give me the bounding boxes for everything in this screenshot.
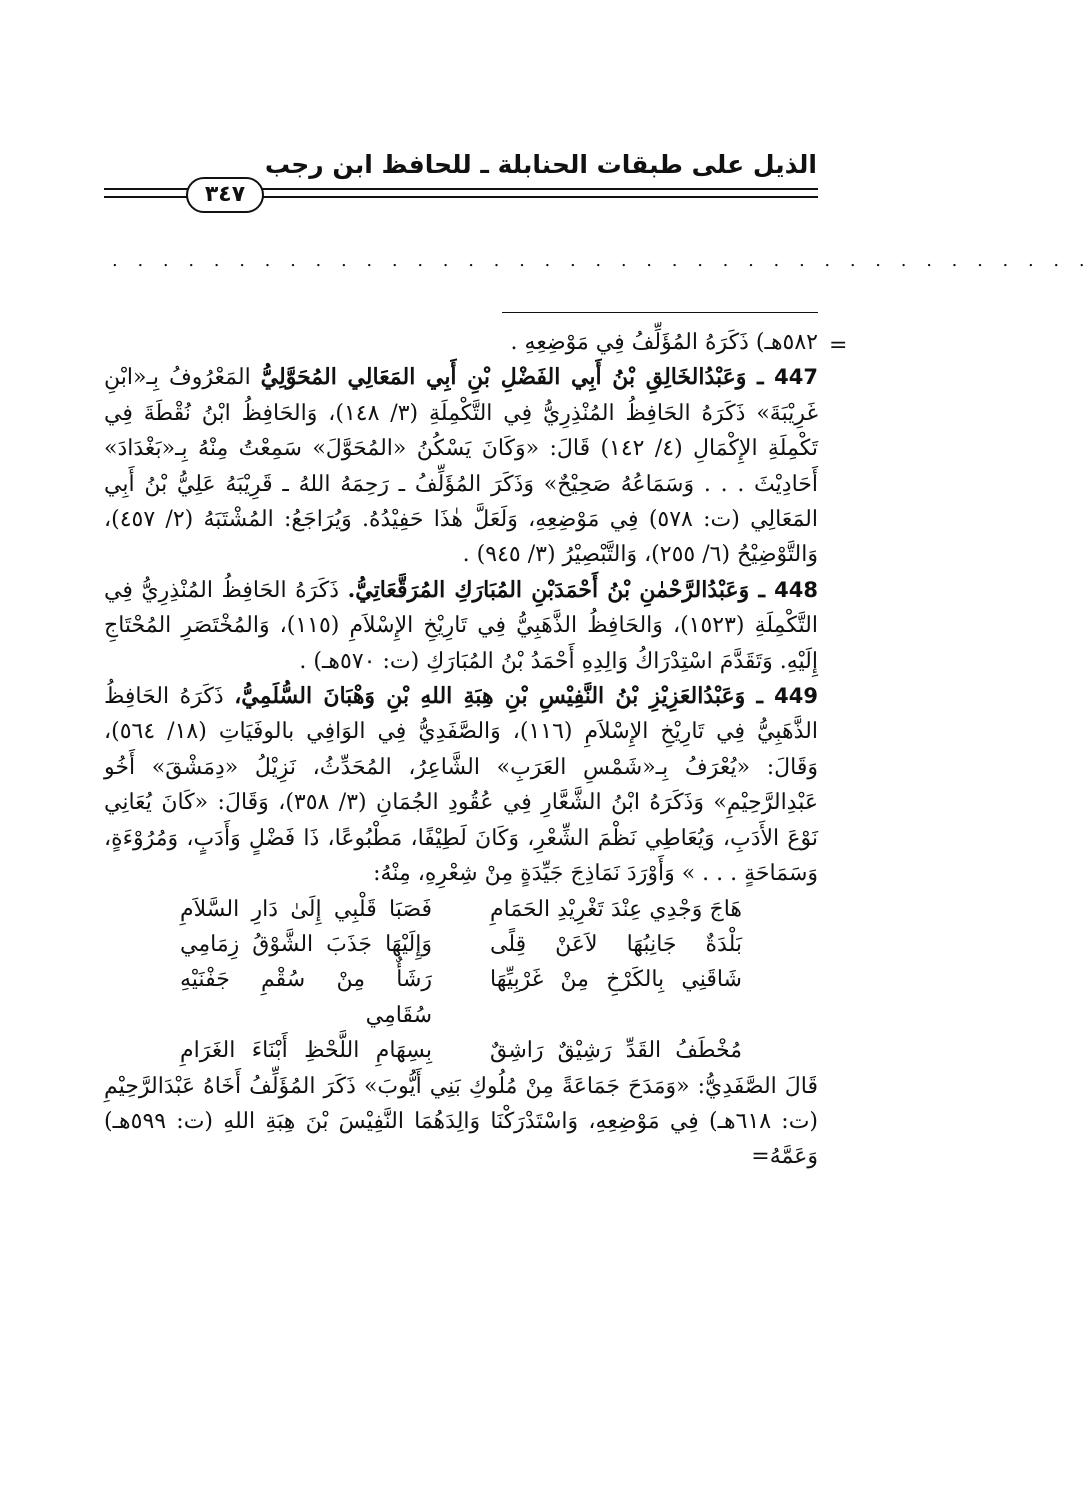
entry-449: [104, 679, 818, 891]
entry-448: [104, 573, 818, 679]
header-rule: [104, 188, 192, 190]
verse-second-hemistich: وَإِلَيْهَا جَذَبَ الشَّوْقُ زِمَامِي: [180, 931, 432, 957]
footnote-text: [104, 325, 818, 1175]
header-rule: [104, 196, 192, 198]
verse-first-hemistich: هَاجَ وَجْدِي عِنْدَ تَغْرِيْدِ الحَمَامِ: [490, 896, 742, 922]
running-title: الذيل على طبقات الحنابلة ـ للحافظ ابن رجب: [264, 150, 817, 179]
entry-number: 449: [774, 684, 819, 709]
entry-text: ذَكَرَهُ الحَافِظُ المُنْذِرِيُّ فِي التَّكْمِلَةِ (١٥٢٣)، وَالحَافِظُ الذَّهَبِيُّ فِي تَارِيْخِ الإِسْلاَمِ (١١٥)، وَالمُخْتَصَرِ المُحْتَاجِ إِلَيْهِ. وَتَقَدَّمَ اسْتِدْرَاكُ وَالِدِهِ أَحْمَدُ بْنُ المُبَارَكِ (ت: ٥٧٠هـ) .: [104, 577, 818, 674]
verse-second-hemistich: رَشَأٌ مِنْ سُقْمِ جَفْنَيْهِ سُقَامِي: [180, 967, 432, 1028]
verse-first-hemistich: مُخْطَفُ القَدِّ رَشِيْقٌ رَاشِقٌ: [490, 1038, 742, 1064]
continuation-mark: =: [829, 333, 848, 358]
header-rule: [262, 196, 818, 198]
entry-name: ـ وَعَبْدُالرَّحْمٰنِ بْنُ أَحْمَدَبْنِ المُبَارَكِ المُرَقَّعَاتِيُّ.: [347, 576, 775, 603]
verse-line: [104, 962, 818, 1033]
closing-paragraph: قَالَ الصَّفَدِيُّ: «وَمَدَحَ جَمَاعَةً مِنْ مُلُوكِ بَنِي أَيُّوبَ» ذَكَرَ المُؤَلِّفُ أَخَاهُ عَبْدَالرَّحِيْمِ (ت: ٦١٨هـ) فِي مَوْضِعِهِ، وَاسْتَدْرَكْنَا وَالِدَهُمَا النَّفِيْسَ بْنَ هِبَةِ اللهِ (ت: ٥٩٩هـ) وَعَمَّهُ=: [104, 1073, 818, 1170]
verse-line: [104, 927, 818, 962]
entry-447: [104, 360, 818, 572]
verse-first-hemistich: بَلْدَةٌ جَانِبُهَا لاَعَنْ قِلًى: [490, 931, 742, 957]
entry-text: المَعْرُوفُ بِـ«ابْنِ غَرِيْبَةَ» ذَكَرَهُ الحَافِظُ المُنْذِرِيُّ فِي التَّكْمِلَةِ (٣/ ١٤٨)، وَالحَافِظُ ابْنُ نُقْطَةَ فِي تَكْمِلَةِ الإِكْمَالِ (٤/ ١٤٢) قَالَ: «وَكَانَ يَسْكُنُ «المُحَوَّلَ» سَمِعْتُ مِنْهُ بِـ«بَغْدَادَ» أَحَادِيْثَ . . . وَسَمَاعُهُ صَحِيْحٌ» وَذَكَرَ المُؤَلِّفُ ـ رَحِمَهُ اللهُ ـ قَرِيْبَهُ عَلِيُّ بْنُ أَبِي المَعَالِي (ت: ٥٧٨) فِي مَوْضِعِهِ، وَلَعَلَّ هٰذَا حَفِيْدُهُ. وَيُرَاجَعُ: المُشْتَبَهُ (٢/ ٤٥٧)، وَالتَّوْضِيْحُ (٦/ ٢٥٥)، وَالتَّبْصِيْرُ (٣/ ٩٤٥) .: [104, 365, 819, 568]
omission-dots: . . . . . . . . . . . . . . . . . . . . . . . . . . . . . . . . . . . . . . .: [112, 250, 1092, 271]
verse-first-hemistich: شَاقَنِي بِالكَرْخِ مِنْ غَرْبِيِّهَا: [490, 967, 742, 993]
intro-line: ٥٨٢هـ) ذَكَرَهُ المُؤَلِّفُ فِي مَوْضِعِهِ .: [510, 330, 818, 355]
entry-text: ذَكَرَهُ الحَافِظُ الذَّهَبِيُّ فِي تَارِيْخِ الإِسْلاَمِ (١١٦)، وَالصَّفَدِيُّ فِي الوَافِي بالوفَيَاتِ (١٨/ ٥٦٤)، وَقَالَ: «يُعْرَفُ بِـ«شَمْسِ العَرَبِ» الشَّاعِرُ، المُحَدِّثُ، نَزِيْلُ «دِمَشْقَ» أَخُو عَبْدِالرَّحِيْمِ» وَذَكَرَهُ ابْنُ الشَّعَّارِ فِي عُقُودِ الجُمَانِ (٣/ ٣٥٨)، وَقَالَ: «كَانَ يُعَانِي نَوْعَ الأَدَبِ، وَيُعَاطِي نَظْمَ الشِّعْرِ، وَكَانَ لَطِيْفًا، مَطْبُوعًا، ذَا فَضْلٍ وَأَدَبٍ، وَمُرُوْءَةٍ، وَسَمَاحَةٍ . . . » وَأَوْرَدَ نَمَاذِجَ جَيِّدَةٍ مِنْ شِعْرِهِ، مِنْهُ:: [104, 684, 818, 887]
entry-name: ـ وَعَبْدُالخَالِقِ بْنُ أَبِي الفَضْلِ بْنِ أَبِي المَعَالِي المُحَوَّلِيُّ: [260, 364, 775, 391]
verse-line: [104, 892, 818, 927]
verse-line: [104, 1033, 818, 1068]
header-rule: [262, 188, 818, 190]
verse-second-hemistich: فَصَبَا قَلْبِي إِلَىٰ دَارِ السَّلاَمِ: [180, 896, 432, 922]
page-number: ٣٤٧: [186, 177, 264, 213]
verse-second-hemistich: بِسِهَامِ اللَّحْظِ أَبْنَاءَ الغَرَامِ: [180, 1038, 432, 1064]
entry-number: 447: [774, 365, 818, 390]
entry-name: ـ وَعَبْدُالعَزِيْزِ بْنُ النَّفِيْسِ بْنِ هِبَةِ اللهِ بْنِ وَهْبَانَ السُّلَمِيُّ،: [234, 683, 775, 710]
footnote-separator: [502, 312, 818, 313]
entry-number: 448: [774, 577, 818, 602]
